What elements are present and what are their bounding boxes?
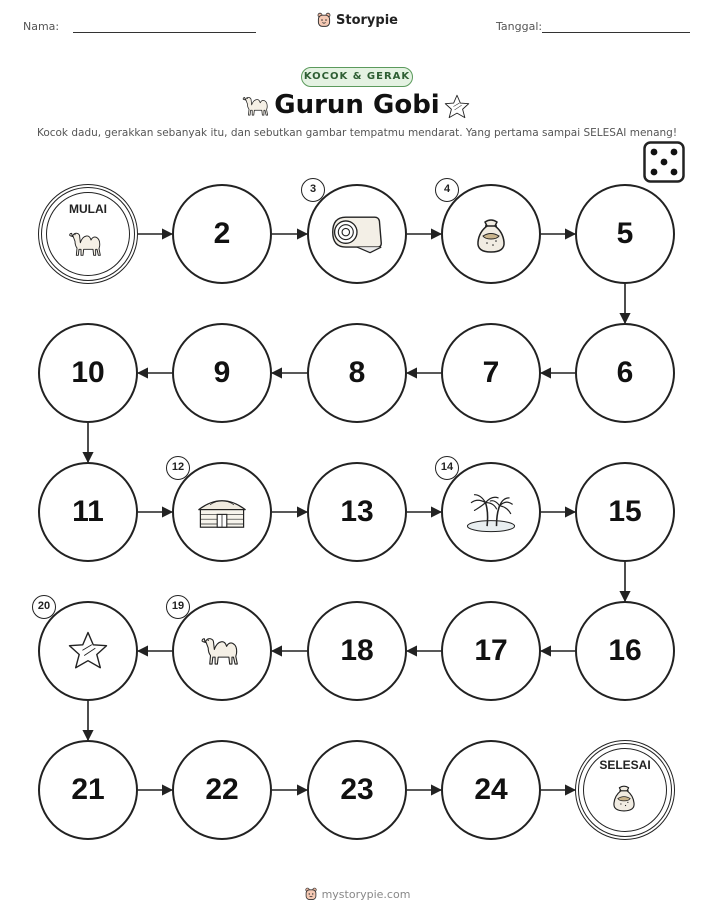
footer-site: mystorypie.com [321,887,411,901]
space-number: 16 [608,634,642,667]
board-space [441,740,541,840]
board-space [575,323,675,423]
space-number-badge: 20 [32,595,56,619]
space-number: 13 [340,495,374,528]
space-number: 6 [616,356,634,389]
board-space [172,323,272,423]
footer [0,887,714,901]
space-number: 23 [340,773,374,806]
board-space [575,462,675,562]
star-icon [65,629,111,673]
name-label: Nama: [23,20,60,33]
space-number: 18 [340,634,374,667]
space-number: 24 [474,773,508,806]
space-number: 7 [482,356,500,389]
start-space [38,184,138,284]
scroll-rug-icon [329,212,385,256]
board-space [307,323,407,423]
space-number-badge: 12 [166,456,190,480]
board-space [172,740,272,840]
oasis-palm-icon [463,490,519,534]
board-space [307,601,407,701]
space-number: 22 [205,773,239,806]
sack-icon [468,212,514,256]
date-label: Tanggal: [496,20,543,33]
board-space-picture [441,462,541,562]
board-space-picture [38,601,138,701]
space-number: 17 [474,634,508,667]
board-space [38,462,138,562]
yurt-icon [194,490,250,534]
board-space-picture [441,184,541,284]
board-space [307,462,407,562]
camel-icon [199,629,245,673]
board-space [575,184,675,284]
instructions: Kocok dadu, gerakkan sebanyak itu, dan sebutkan gambar tempatmu mendarat. Yang pertama sampai SELESAI menang! [36,127,678,139]
page-title: Gurun Gobi [274,90,440,120]
category-badge: KOCOK & GERAK [301,67,413,87]
space-number: 9 [213,356,231,389]
brand-name: Storypie [336,12,398,28]
space-number: 5 [616,217,634,250]
finish-space [575,740,675,840]
space-number: 11 [72,495,104,528]
camel-icon [67,224,107,264]
space-number-badge: 14 [435,456,459,480]
space-number: 15 [608,495,642,528]
board-space [38,740,138,840]
start-label: MULAI [69,202,107,216]
board-space [441,601,541,701]
board-space-picture [172,601,272,701]
sack-icon [607,780,641,814]
space-number: 21 [71,773,105,806]
finish-label: SELESAI [599,758,651,772]
space-number-badge: 3 [301,178,325,202]
board-space-picture [307,184,407,284]
space-number-badge: 19 [166,595,190,619]
space-number-badge: 4 [435,178,459,202]
storypie-logo-icon [304,887,318,901]
space-number: 2 [213,217,231,250]
board-space [38,323,138,423]
board-space-picture [172,462,272,562]
board-space [441,323,541,423]
space-number: 8 [348,356,366,389]
board-space [307,740,407,840]
space-number: 10 [71,356,105,389]
board-space [575,601,675,701]
board-space [172,184,272,284]
